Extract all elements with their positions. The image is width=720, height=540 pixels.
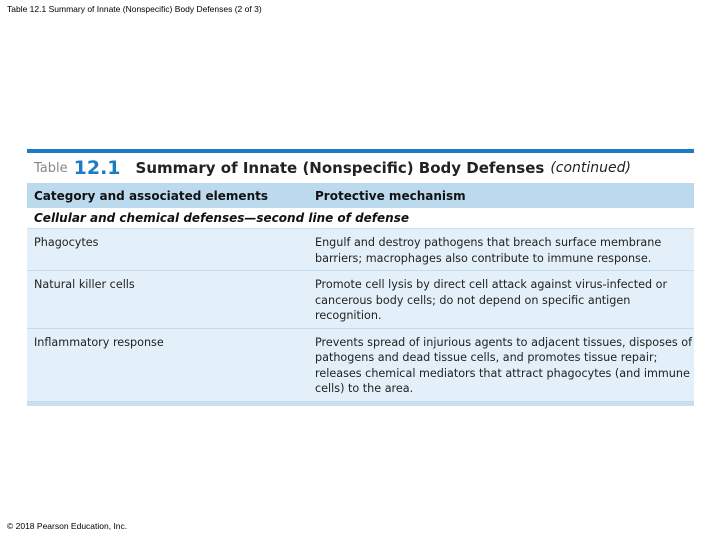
table-title-band bbox=[27, 153, 694, 183]
row-mechanism: Engulf and destroy pathogens that breach surface membrane barriers; macrophages also contribute to immune response. bbox=[315, 236, 662, 265]
table-title: Summary of Innate (Nonspecific) Body Defenses bbox=[135, 159, 545, 177]
row-category: Phagocytes bbox=[34, 236, 99, 249]
column-header-mechanism: Protective mechanism bbox=[315, 188, 466, 203]
table-number: 12.1 bbox=[73, 157, 121, 179]
row-category: Inflammatory response bbox=[34, 335, 164, 349]
copyright-notice: © 2018 Pearson Education, Inc. bbox=[7, 521, 128, 531]
table-continued-note: (continued) bbox=[550, 160, 632, 176]
slide-title: Table 12.1 Summary of Innate (Nonspecific) Body Defenses (2 of 3) bbox=[7, 4, 262, 14]
table-row bbox=[27, 271, 694, 329]
table-body bbox=[27, 229, 694, 402]
table-section-heading: Cellular and chemical defenses—second line of defense bbox=[27, 208, 694, 229]
table-row bbox=[27, 329, 694, 402]
table-label-word: Table bbox=[34, 160, 68, 176]
table-row bbox=[27, 229, 694, 271]
row-mechanism: Promote cell lysis by direct cell attack against virus-infected or cancerous body cells; do not depend on specific antigen recognition. bbox=[315, 278, 668, 322]
column-header-category: Category and associated elements bbox=[34, 188, 268, 203]
table-figure bbox=[27, 149, 694, 395]
row-category: Natural killer cells bbox=[34, 278, 135, 291]
table-header-row bbox=[27, 183, 694, 208]
row-mechanism: Prevents spread of injurious agents to adjacent tissues, disposes of pathogens and dead tissue cells, and promotes tissue repair; releases chemical mediators that attract phagocytes (and immune cells) to the area. bbox=[315, 335, 693, 395]
table-bottom-rule bbox=[27, 402, 694, 406]
